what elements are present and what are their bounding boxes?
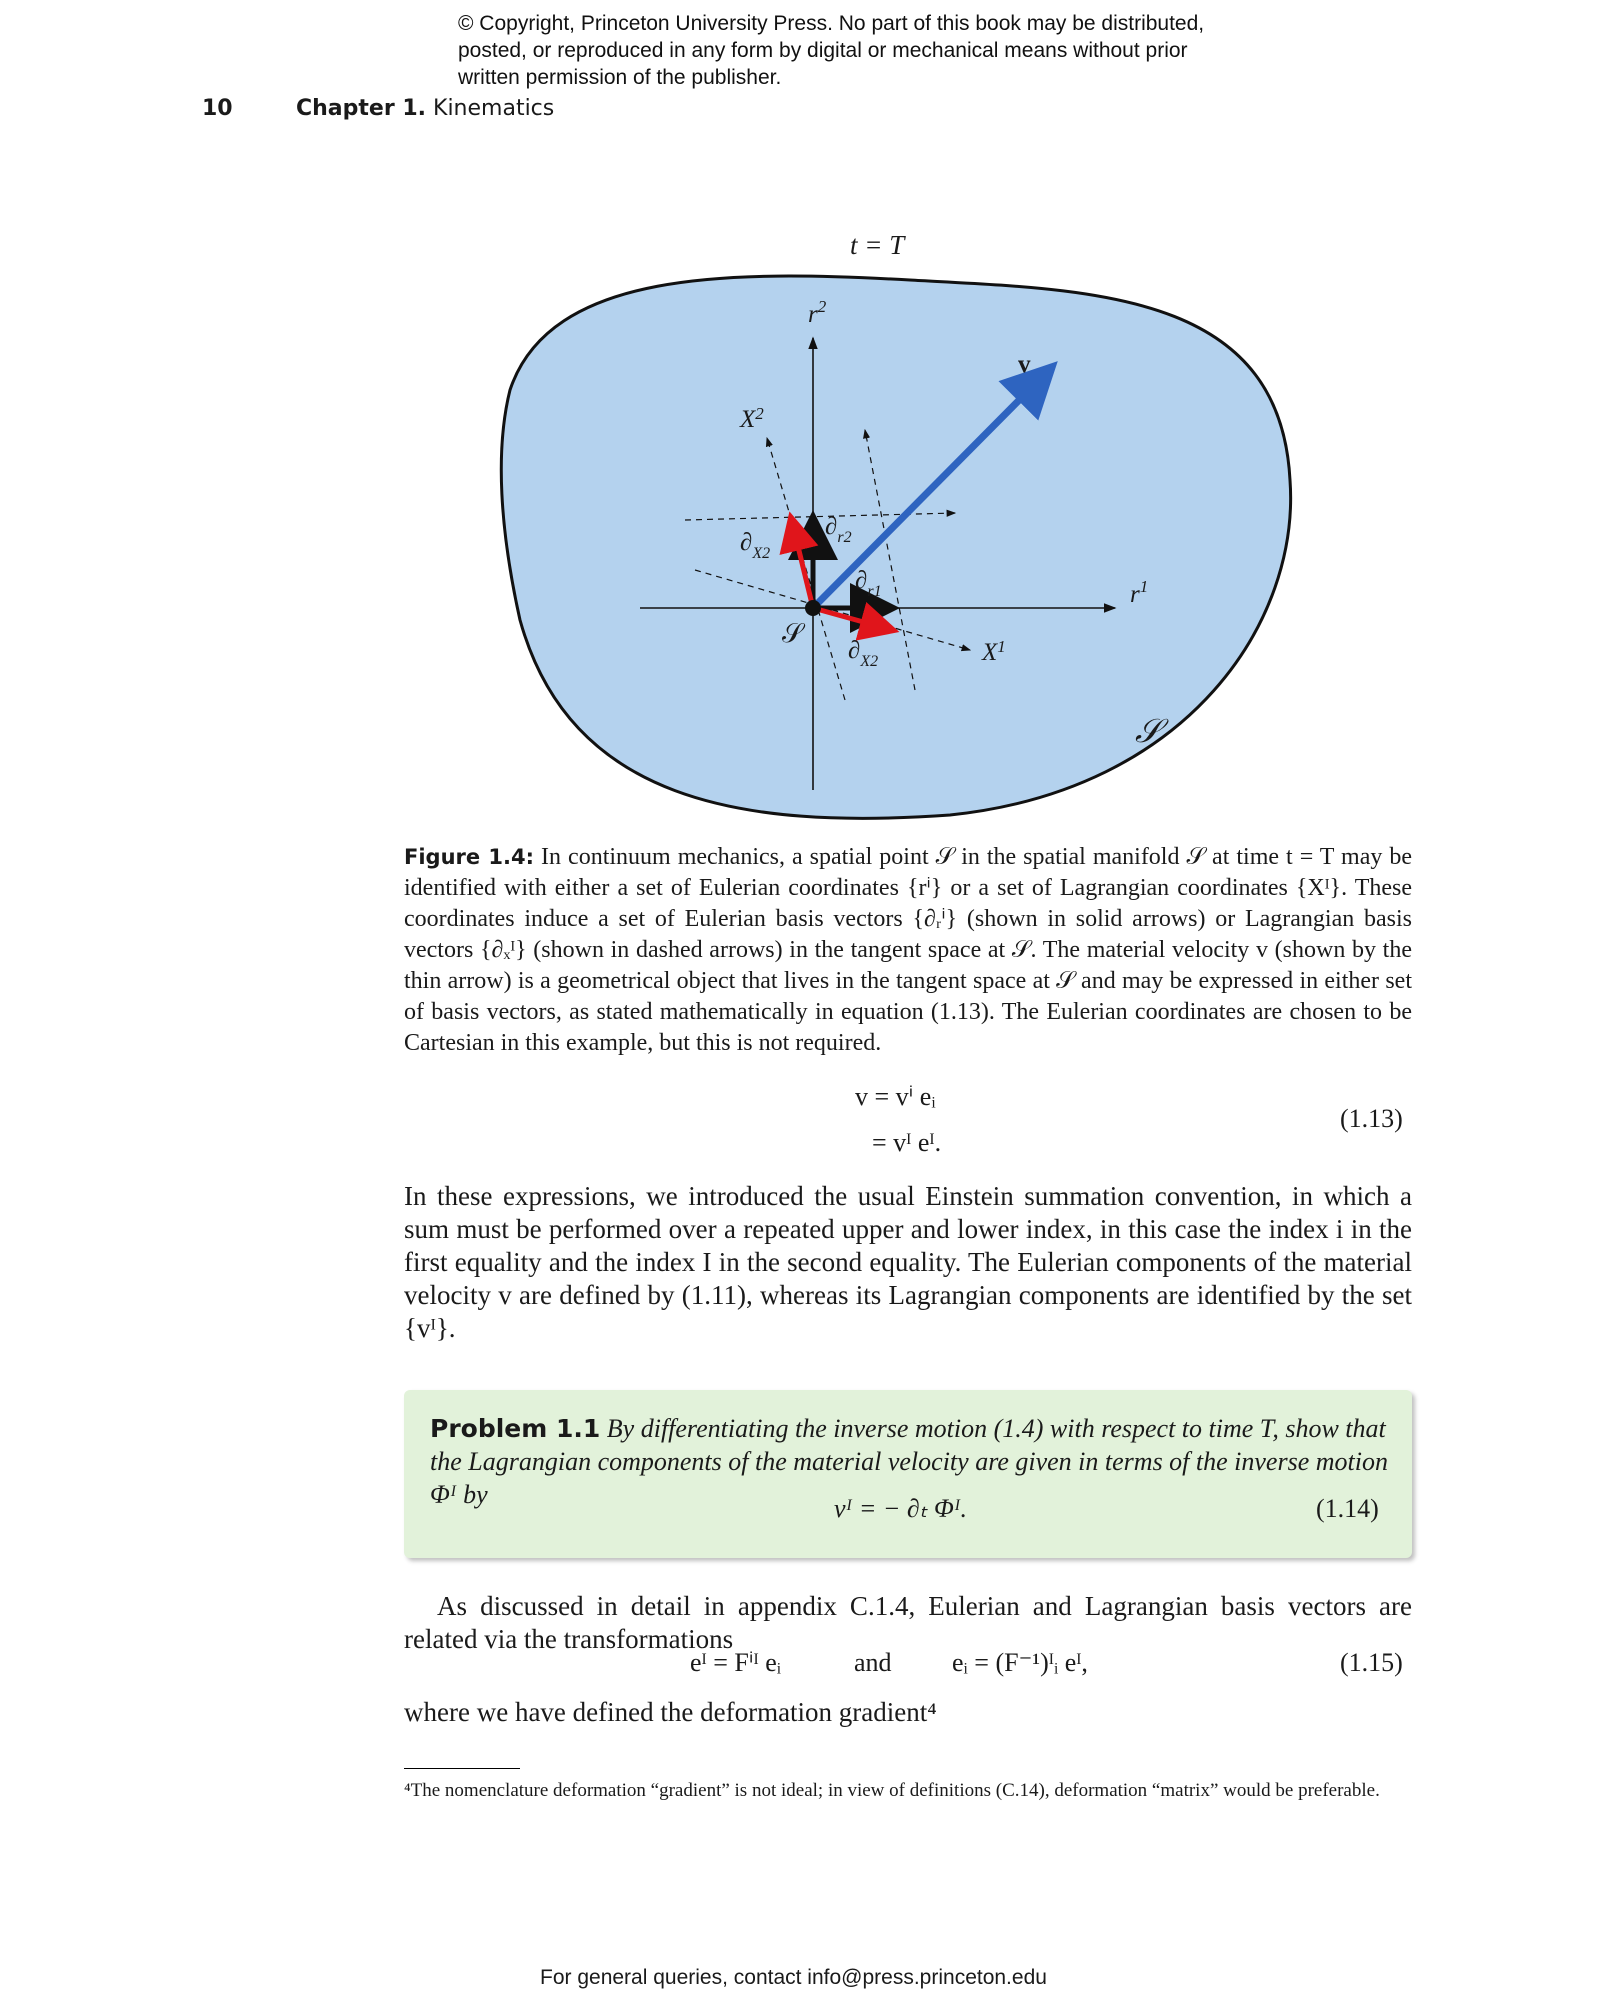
page-number: 10 bbox=[202, 96, 233, 121]
chapter-title: Kinematics bbox=[433, 96, 555, 121]
dr1-label: $\partial_{r1}$ bbox=[855, 567, 882, 600]
dx2-bottom-label: $\partial_{X2}$ bbox=[848, 637, 879, 670]
paragraph-summation: In these expressions, we introduced the usual Einstein summation convention, in which a sum must be performed over a repeated upper and lower index, in this case the index i in the first equality and the index I in the second equality. The Eulerian components of the material velocity v are defined by (1.11), whereas its Lagrangian components are identified by the set {vᴵ}. bbox=[404, 1181, 1412, 1343]
spatial-point-dot bbox=[805, 600, 821, 616]
spatial-point-label: 𝒮 bbox=[782, 618, 803, 648]
dx2-left-label: $\partial_{X2}$ bbox=[740, 529, 771, 562]
spatial-manifold-blob bbox=[501, 276, 1290, 818]
equation-1-15-number: (1.15) bbox=[1340, 1648, 1403, 1677]
problem-text: By differentiating the inverse motion (1.4) with respect to time T, show that the Lagrangian components of the material velocity are given in terms of the inverse motion Φᴵ by bbox=[430, 1414, 1388, 1509]
equation-1-13-line2: = vᴵ eᴵ. bbox=[872, 1128, 942, 1157]
figure-caption bbox=[404, 842, 1412, 1059]
footer-contact: For general queries, contact info@press.princeton.edu bbox=[540, 1966, 1047, 1989]
copyright-notice: © Copyright, Princeton University Press. No part of this book may be distributed, posted, or reproduced in any form by digital or mechanical means without prior written permission of the publisher. bbox=[458, 12, 1205, 89]
x2-label: $X^2$ bbox=[740, 404, 764, 433]
paragraph-transformations: As discussed in detail in appendix C.1.4, Eulerian and Lagrangian basis vectors are related via the transformations bbox=[404, 1591, 1412, 1654]
equation-1-13-line1: v = vⁱ eᵢ bbox=[855, 1082, 936, 1111]
equation-1-15-left: eᴵ = Fⁱᴵ eᵢ bbox=[690, 1648, 781, 1677]
caption-text: In continuum mechanics, a spatial point 𝒮 in the spatial manifold 𝒮 at time t = T may be identified with either a set of Eulerian coordinates {rⁱ} or a set of Lagrangian coordinates {Xᴵ}. These coordinates induce a set of Eulerian basis vectors {∂ᵣⁱ} (shown in solid arrows) or Lagrangian basis vectors {∂ₓᴵ} (shown in dashed arrows) in the tangent space at 𝒮. The material velocity v (shown by the thin arrow) is a geometrical object that lives in the tangent space at 𝒮 and may be expressed in either set of basis vectors, as stated mathematically in equation (1.13). The Eulerian coordinates are chosen to be Cartesian in this example, but this is not required. bbox=[404, 844, 1412, 1056]
problem-equation-number: (1.14) bbox=[1316, 1494, 1379, 1523]
equation-1-15-right: eᵢ = (F⁻¹)ᴵᵢ eᴵ, bbox=[952, 1648, 1088, 1677]
velocity-label: v bbox=[1018, 351, 1031, 378]
problem-equation: vᴵ = − ∂ₜ Φᴵ. bbox=[834, 1494, 968, 1523]
problem-label: Problem 1.1 bbox=[430, 1414, 601, 1443]
paragraph-deformation-gradient: where we have defined the deformation gradient⁴ bbox=[404, 1697, 937, 1727]
figure-1-4 bbox=[490, 230, 1310, 830]
time-label: t = T bbox=[850, 230, 905, 260]
r2-label: $r^2$ bbox=[808, 297, 827, 328]
chapter-label: Chapter 1. bbox=[296, 96, 427, 121]
r1-label: $r^1$ bbox=[1130, 577, 1149, 608]
footnote-rule bbox=[404, 1768, 520, 1769]
problem-box bbox=[404, 1390, 1412, 1558]
equation-1-15-and: and bbox=[854, 1648, 892, 1677]
dr2-label: $\partial_{r2}$ bbox=[825, 513, 852, 546]
manifold-label: 𝒮 bbox=[1135, 714, 1161, 750]
equation-1-13-number: (1.13) bbox=[1340, 1104, 1403, 1133]
caption-label: Figure 1.4: bbox=[404, 845, 535, 869]
x1-label: $X^1$ bbox=[982, 637, 1006, 666]
running-header bbox=[296, 96, 554, 121]
footnote-4: ⁴The nomenclature deformation “gradient” is not ideal; in view of definitions (C.14), deformation “matrix” would be preferable. bbox=[404, 1780, 1380, 1801]
